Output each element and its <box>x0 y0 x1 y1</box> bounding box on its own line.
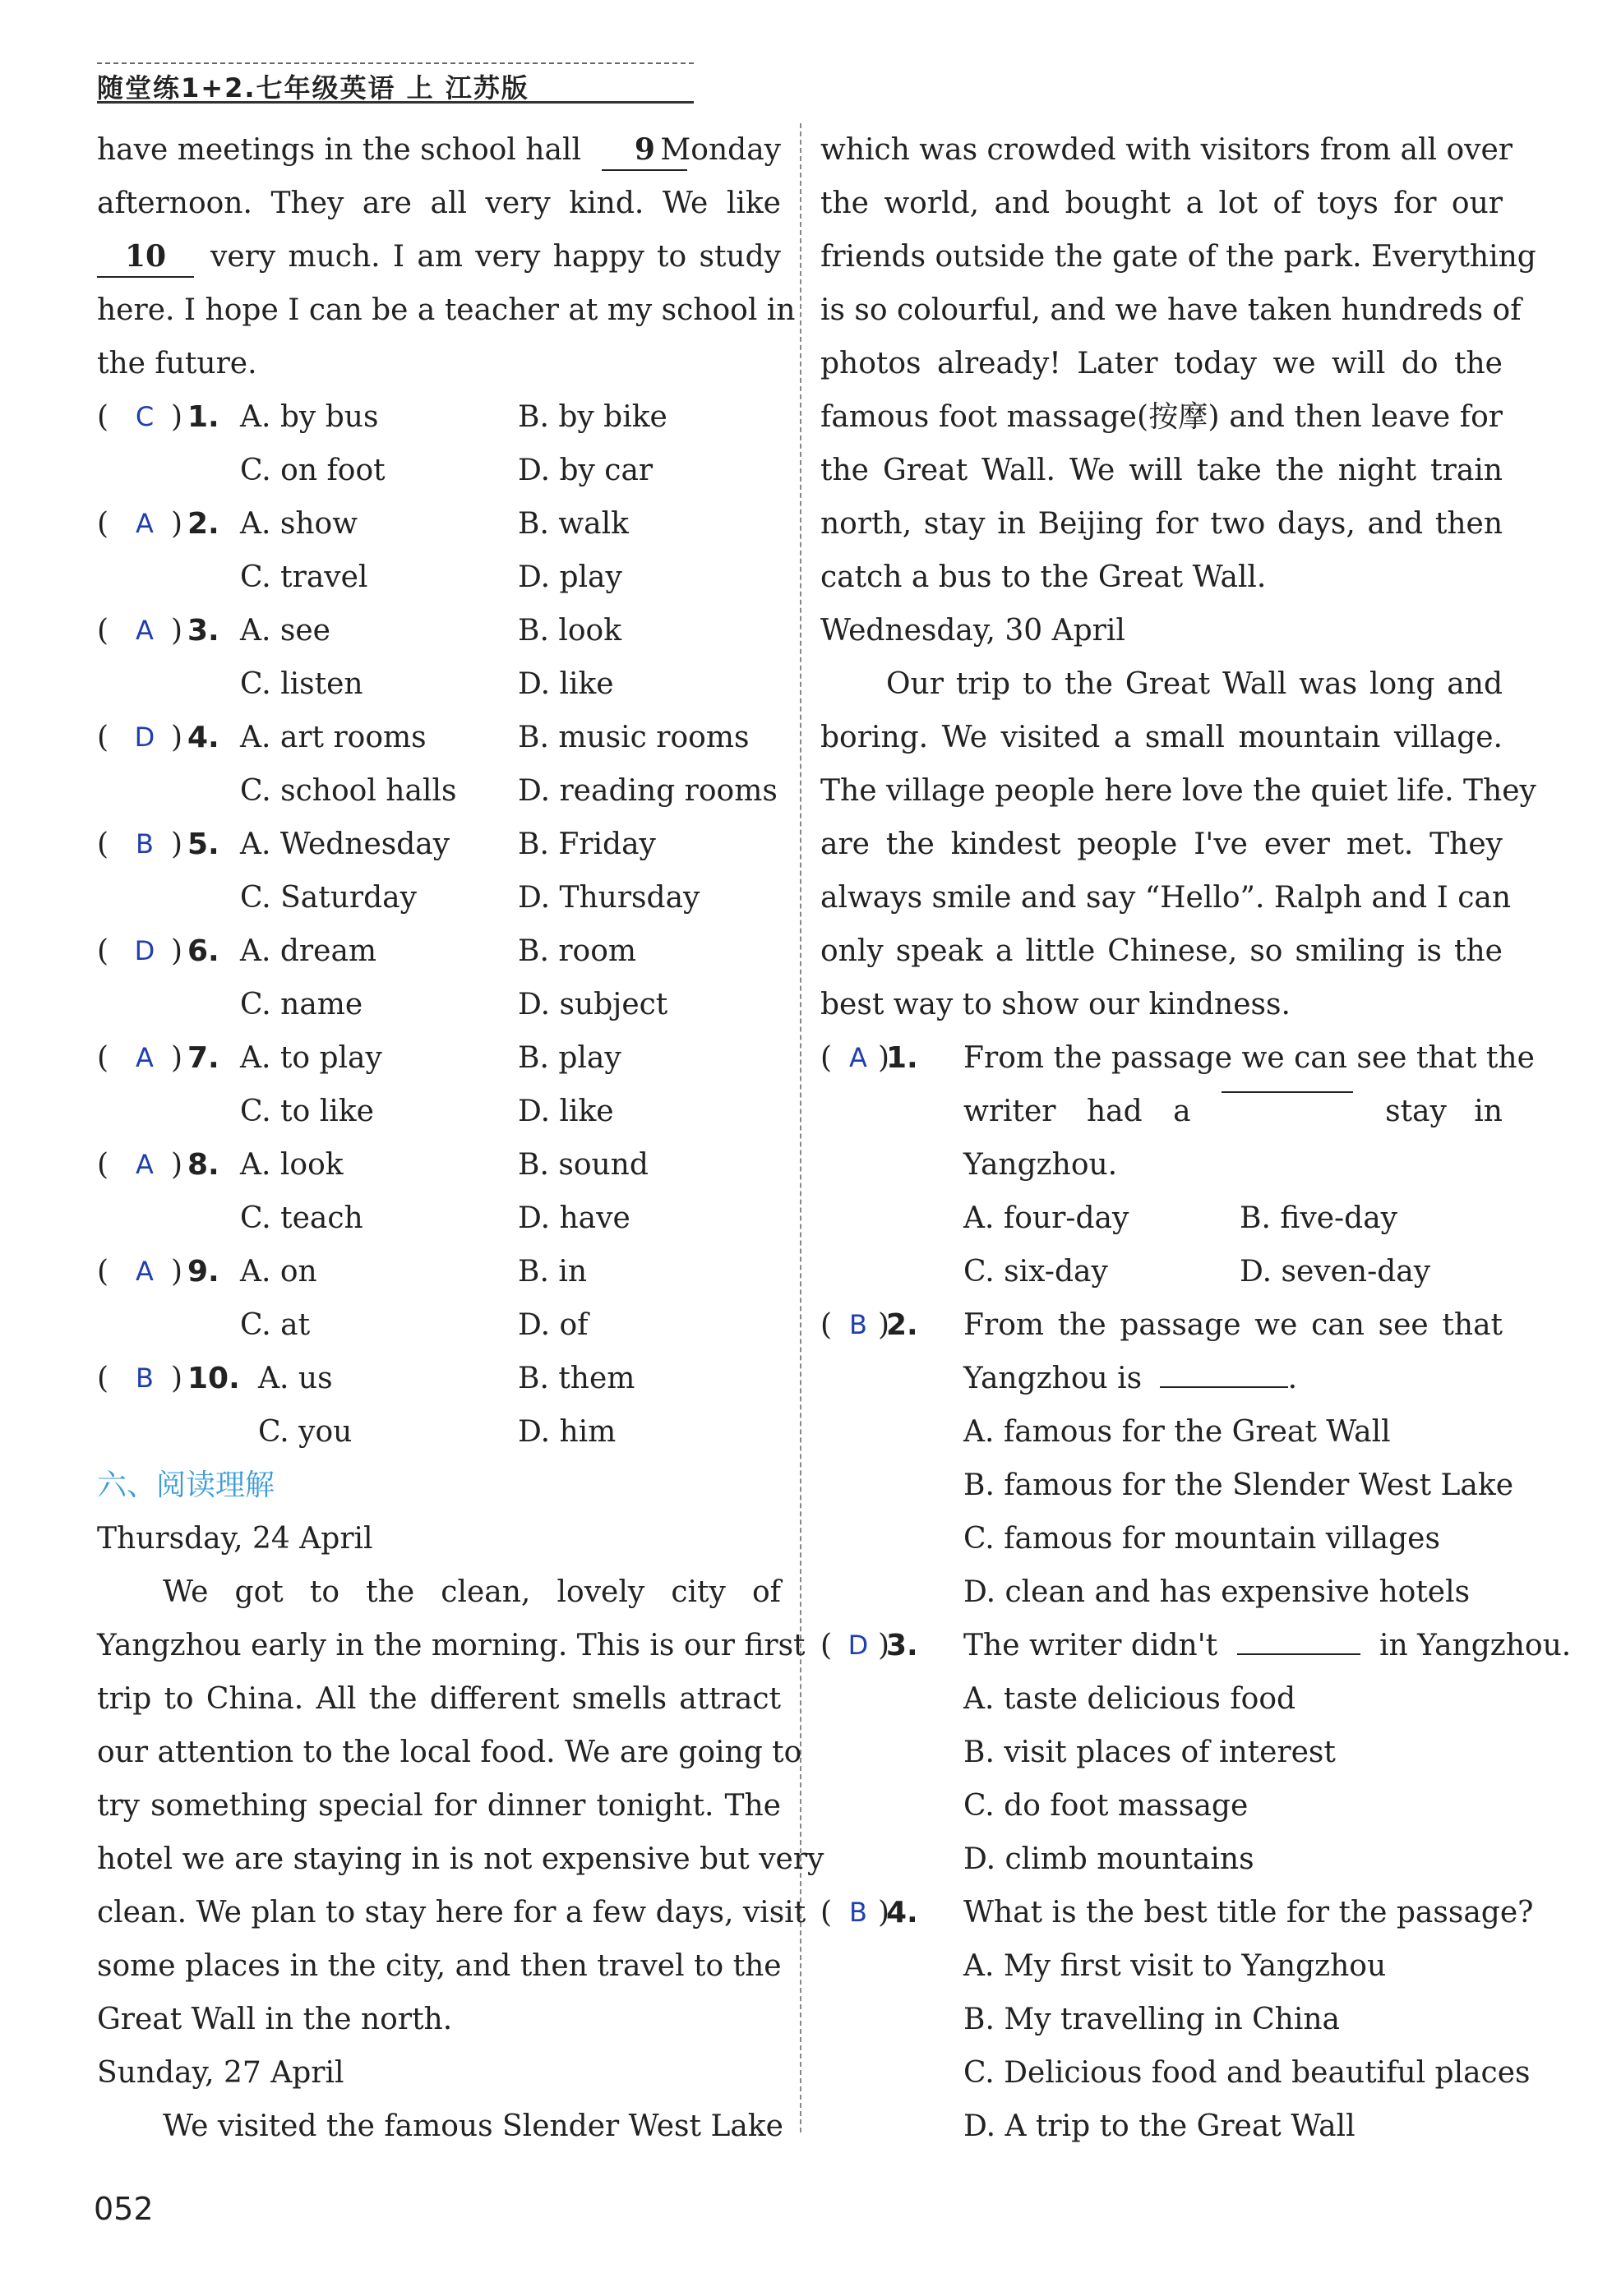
answer-blank <box>1237 1653 1360 1655</box>
text-line: trip to China. All the different smells attract <box>97 1682 781 1716</box>
option-d: D. seven-day <box>1240 1255 1431 1289</box>
option-b: B. room <box>518 934 637 968</box>
text-line: only speak a little Chinese, so smiling is the <box>820 934 1503 968</box>
option-d: D. play <box>518 560 622 594</box>
option-b: B. five-day <box>1240 1201 1398 1235</box>
paren: ) <box>171 1041 183 1075</box>
question-row-cont <box>97 978 781 1031</box>
question-number: 4. <box>886 1896 918 1929</box>
paren: ( <box>820 1308 833 1342</box>
option-c: C. Saturday <box>240 881 417 915</box>
answer-blank <box>1160 1386 1288 1388</box>
paren: ) <box>878 1896 890 1929</box>
option-row <box>820 1192 1503 1245</box>
option-a: A. to play <box>240 1041 382 1075</box>
option-d: D. Thursday <box>518 881 700 915</box>
paren: ) <box>171 721 183 754</box>
text-line: best way to show our kindness. <box>820 988 1291 1021</box>
paren: ( <box>97 1255 109 1289</box>
diary-date: Sunday, 27 April <box>97 2056 344 2090</box>
answer-blank-9: 9 <box>602 130 687 171</box>
question-stem-cont: Yangzhou. <box>963 1148 1118 1182</box>
option-c: C. at <box>240 1308 311 1342</box>
paren: ) <box>171 1362 183 1395</box>
option-c: C. you <box>258 1415 353 1449</box>
question-number: 3. <box>187 614 219 648</box>
paren: ( <box>97 614 109 648</box>
answer-letter: B <box>136 1362 154 1394</box>
question-row-cont <box>97 1085 781 1138</box>
option-d: D. have <box>518 1201 630 1235</box>
option-b: B. famous for the Slender West Lake <box>963 1468 1514 1502</box>
answer-letter: A <box>136 1149 154 1180</box>
question-stem: What is the best title for the passage? <box>963 1896 1534 1929</box>
answer-letter: B <box>849 1897 867 1928</box>
paren: ( <box>97 1362 109 1395</box>
paren: ( <box>820 1629 833 1662</box>
paren: ) <box>878 1629 890 1662</box>
question-number: 4. <box>187 721 219 754</box>
text-line: afternoon. They are all very kind. We like <box>97 187 781 220</box>
option-c: C. listen <box>240 667 363 701</box>
option-d: D. climb mountains <box>963 1842 1254 1876</box>
question-stem-cont <box>820 1352 1503 1405</box>
text-segment: writer had a <box>963 1095 1191 1128</box>
text-segment: Monday <box>660 133 781 167</box>
option-d: D. reading rooms <box>518 774 778 808</box>
option-d: D. by car <box>518 454 654 487</box>
question-row-cont <box>97 444 781 497</box>
option-b: B. look <box>518 614 622 648</box>
question-row <box>820 1886 1534 1939</box>
text-line: We visited the famous Slender West Lake <box>163 2109 783 2143</box>
option-a: A. on <box>240 1255 317 1289</box>
option-c: C. Delicious food and beautiful places <box>963 2056 1531 2090</box>
option-d: D. like <box>518 667 614 701</box>
paren: ) <box>171 1148 183 1182</box>
question-number: 2. <box>187 507 219 541</box>
question-row-cont <box>97 551 781 604</box>
question-row <box>97 1031 781 1085</box>
option-a: A. four-day <box>963 1201 1129 1235</box>
option-b: B. walk <box>518 507 629 541</box>
option-a: A. see <box>240 614 330 648</box>
answer-letter: D <box>134 722 155 753</box>
text-segment: . <box>1287 1362 1298 1395</box>
column-divider <box>800 123 801 2132</box>
answer-letter: A <box>136 1256 154 1287</box>
header-title: 随堂练1+2.七年级英语 上 江苏版 <box>97 72 529 104</box>
text-line: famous foot massage(按摩) and then leave for <box>820 400 1503 434</box>
option-b: B. in <box>518 1255 588 1289</box>
paren: ( <box>97 400 109 434</box>
question-number: 7. <box>187 1041 219 1075</box>
option-c: C. school halls <box>240 774 457 808</box>
question-row-cont <box>97 657 781 711</box>
answer-letter: B <box>136 828 154 860</box>
diary-date: Wednesday, 30 April <box>820 614 1125 648</box>
text-segment: stay in <box>1385 1095 1503 1128</box>
paren: ( <box>97 721 109 754</box>
option-d: D. him <box>518 1415 617 1449</box>
answer-letter: C <box>135 401 155 432</box>
question-number: 5. <box>187 828 219 861</box>
question-row <box>820 1619 1572 1672</box>
text-line: friends outside the gate of the park. Everything <box>820 240 1536 274</box>
text-line: which was crowded with visitors from all over <box>820 133 1513 167</box>
paren: ) <box>171 828 183 861</box>
paren: ) <box>171 507 183 541</box>
question-row <box>97 711 781 764</box>
text-segment: The writer didn't <box>963 1629 1218 1662</box>
question-number: 8. <box>187 1148 219 1182</box>
option-a: A. taste delicious food <box>963 1682 1296 1716</box>
option-c: C. travel <box>240 560 368 594</box>
paren: ( <box>97 1148 109 1182</box>
option-b: B. by bike <box>518 400 667 434</box>
text-line: catch a bus to the Great Wall. <box>820 560 1267 594</box>
option-a: A. Wednesday <box>240 828 450 861</box>
option-c: C. teach <box>240 1201 363 1235</box>
page-header <box>97 61 694 104</box>
answer-blank <box>1222 1091 1353 1093</box>
text-segment: very much. I am very happy to study <box>210 240 781 274</box>
text-line: Great Wall in the north. <box>97 2003 453 2036</box>
paren: ) <box>878 1308 890 1342</box>
option-a: A. us <box>258 1362 333 1395</box>
paren: ( <box>820 1896 833 1929</box>
text-line: The village people here love the quiet life. They <box>820 774 1536 808</box>
question-stem <box>963 1619 1572 1672</box>
paren: ( <box>97 507 109 541</box>
option-b: B. Friday <box>518 828 656 861</box>
answer-letter: A <box>849 1042 867 1073</box>
option-a: A. art rooms <box>240 721 427 754</box>
option-c: C. name <box>240 988 363 1021</box>
question-row-cont <box>97 764 781 818</box>
text-line: clean. We plan to stay here for a few days, visit <box>97 1896 806 1929</box>
question-row <box>97 1245 781 1298</box>
option-c: C. do foot massage <box>963 1789 1249 1823</box>
text-line: our attention to the local food. We are going to <box>97 1736 802 1769</box>
text-line: the future. <box>97 347 257 380</box>
header-dashed-line <box>97 62 694 64</box>
paren: ) <box>171 934 183 968</box>
question-row <box>820 1031 1535 1085</box>
text-line: the Great Wall. We will take the night train <box>820 454 1503 487</box>
question-number: 10. <box>187 1362 240 1395</box>
question-number: 1. <box>187 400 219 434</box>
answer-letter: D <box>134 935 155 966</box>
text-line <box>97 123 781 177</box>
question-row <box>97 604 781 657</box>
option-a: A. show <box>240 507 358 541</box>
right-column <box>820 123 1572 2153</box>
option-b: B. visit places of interest <box>963 1736 1336 1769</box>
option-d: D. clean and has expensive hotels <box>963 1575 1471 1609</box>
question-row <box>97 818 781 871</box>
option-b: B. play <box>518 1041 621 1075</box>
option-a: A. by bus <box>240 400 379 434</box>
question-stem: From the passage we can see that the <box>963 1041 1535 1075</box>
option-a: A. look <box>240 1148 344 1182</box>
question-row <box>97 497 781 551</box>
text-line: Yangzhou early in the morning. This is our first <box>97 1629 806 1662</box>
question-row <box>97 1352 781 1405</box>
question-row <box>97 390 781 444</box>
answer-letter: B <box>849 1309 867 1340</box>
option-row <box>820 1245 1503 1298</box>
text-segment: in Yangzhou. <box>1379 1629 1572 1662</box>
question-row <box>97 1138 781 1192</box>
text-line: north, stay in Beijing for two days, and then <box>820 507 1503 541</box>
option-b: B. sound <box>518 1148 649 1182</box>
question-number: 1. <box>886 1041 918 1075</box>
page-number: 052 <box>94 2191 154 2227</box>
option-a: A. famous for the Great Wall <box>963 1415 1391 1449</box>
question-row-cont <box>97 871 781 924</box>
option-c: C. six-day <box>963 1255 1108 1289</box>
question-row-cont <box>97 1405 781 1459</box>
question-row-cont <box>97 1192 781 1245</box>
option-d: D. like <box>518 1095 614 1128</box>
option-a: A. dream <box>240 934 377 968</box>
question-stem-cont <box>820 1085 1503 1138</box>
text-line: hotel we are staying in is not expensive but very <box>97 1842 824 1876</box>
question-row <box>820 1298 1503 1352</box>
option-b: B. My travelling in China <box>963 2003 1341 2036</box>
paren: ) <box>171 400 183 434</box>
option-c: C. famous for mountain villages <box>963 1522 1440 1556</box>
question-stem: From the passage we can see that <box>963 1308 1503 1342</box>
text-segment: Yangzhou is <box>963 1362 1143 1395</box>
option-b: B. them <box>518 1362 635 1395</box>
paren: ) <box>878 1041 890 1075</box>
question-row <box>97 924 781 978</box>
question-row-cont <box>97 1298 781 1352</box>
text-line: here. I hope I can be a teacher at my school in <box>97 293 796 327</box>
cloze-questions <box>97 390 781 1459</box>
paren: ( <box>97 1041 109 1075</box>
paren: ) <box>171 614 183 648</box>
question-number: 9. <box>187 1255 219 1289</box>
answer-letter: A <box>136 508 154 539</box>
text-line: boring. We visited a small mountain village. <box>820 721 1503 754</box>
text-line: always smile and say “Hello”. Ralph and I can <box>820 881 1512 915</box>
text-line: We got to the clean, lovely city of <box>163 1575 781 1609</box>
paren: ) <box>171 1255 183 1289</box>
text-line: Our trip to the Great Wall was long and <box>886 667 1503 701</box>
diary-date: Thursday, 24 April <box>97 1522 373 1556</box>
option-c: C. to like <box>240 1095 374 1128</box>
header-underline <box>97 101 694 104</box>
text-line <box>97 230 781 284</box>
text-line: photos already! Later today we will do the <box>820 347 1503 380</box>
section-title: 六、阅读理解 <box>97 1468 275 1502</box>
paren: ( <box>820 1041 833 1075</box>
paren: ( <box>97 934 109 968</box>
option-d: D. A trip to the Great Wall <box>963 2109 1356 2143</box>
option-d: D. of <box>518 1308 589 1342</box>
text-line: the world, and bought a lot of toys for our <box>820 187 1503 220</box>
text-line: are the kindest people I've ever met. They <box>820 828 1503 861</box>
answer-letter: A <box>136 615 154 646</box>
question-number: 2. <box>886 1308 918 1342</box>
text-line: try something special for dinner tonight. The <box>97 1789 781 1823</box>
option-d: D. subject <box>518 988 668 1021</box>
text-line: some places in the city, and then travel to the <box>97 1949 782 1983</box>
left-column <box>97 123 824 2153</box>
option-c: C. on foot <box>240 454 386 487</box>
reading-questions <box>820 1031 1572 2153</box>
answer-letter: D <box>847 1630 869 1661</box>
answer-letter: A <box>136 1042 154 1073</box>
text-segment: have meetings in the school hall <box>97 133 581 167</box>
text-line: is so colourful, and we have taken hundreds of <box>820 293 1522 327</box>
option-b: B. music rooms <box>518 721 750 754</box>
answer-blank-10: 10 <box>97 237 194 278</box>
paren: ( <box>97 828 109 861</box>
question-number: 3. <box>886 1629 918 1662</box>
option-a: A. My first visit to Yangzhou <box>963 1949 1387 1983</box>
question-number: 6. <box>187 934 219 968</box>
